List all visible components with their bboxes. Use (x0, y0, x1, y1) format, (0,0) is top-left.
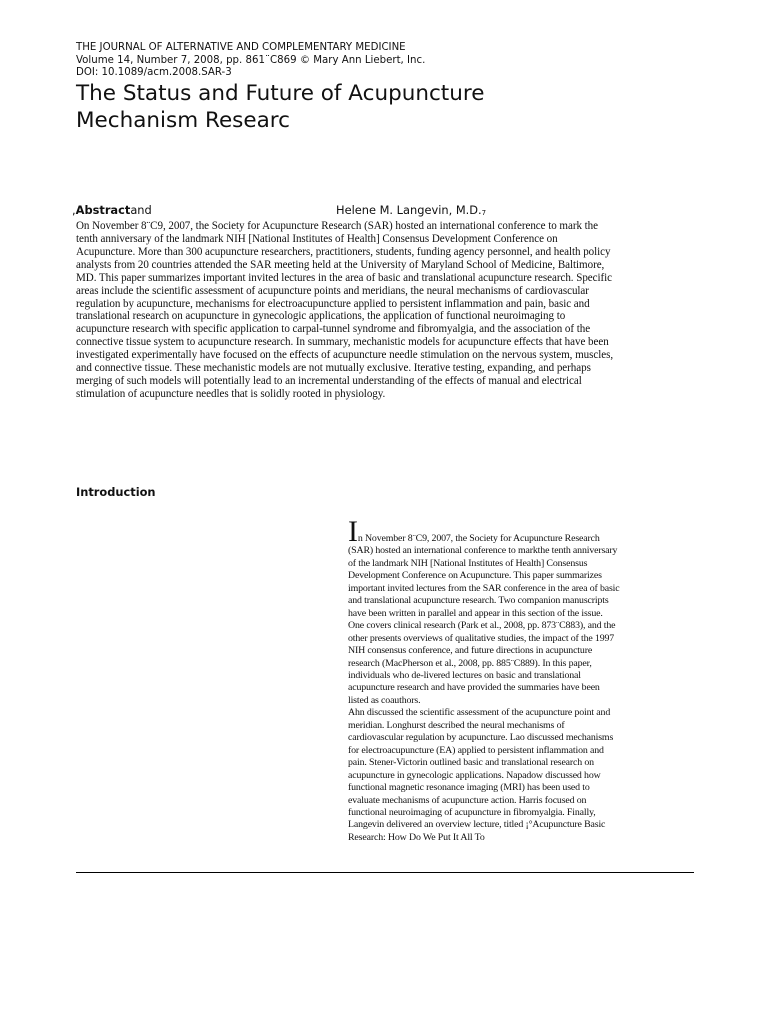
drop-cap: I (348, 515, 358, 548)
paper-title-line-2: Mechanism Researc (76, 108, 290, 133)
abstract-text: On November 8¨C9, 2007, the Society for Acupuncture Research (SAR) hosted an international conference to mark the tenth anniversary of the landmark NIH [National Institutes of Health] Consensus Development Conference on Acupuncture. More than 300 acupuncture researchers, practitioners, students, funding agency personnel, and health policy analysts from 20 countries attended the SAR meeting held at the University of Maryland School of Medicine, Baltimore, MD. This paper summarizes important invited lectures in the area of basic and translational acupuncture research. Specific areas include the scientific assessment of acupuncture points and meridians, the neural mechanisms of cardiovascular regulation by acupuncture, mechanisms for electroacupuncture applied to persistent inflammation and pain, basic and translational research on acupuncture in gynecologic applications, the application of functional neuroimaging to acupuncture research with specific application to carpal-tunnel syndrome and fibromyalgia, and the association of the connective tissue system to acupuncture research. In summary, mechanistic models for acupuncture effects that have been investigated experimentally have focused on the effects of acupuncture needle stimulation on the nervous system, muscles, and connective tissue. These mechanistic models are not mutually exclusive. Iterative testing, expanding, and perhaps merging of such models will potentially lead to an incremental understanding of the effects of manual and electrical stimulation of acupuncture needles that is solidly rooted in physiology. (76, 220, 614, 400)
horizontal-rule (76, 872, 694, 873)
paper-title (76, 80, 696, 134)
intro-paragraph-2: Ahn discussed the scientific assessment of the acupuncture point and meridian. Longhurst described the neural mechanisms of cardiovascular regulation by acupuncture. Lao discussed mechanisms for electroacupuncture (EA) applied to persistent inflammation and pain. Stener-Victorin outlined basic and translational research on acupuncture in gynecologic applications. Napadow discussed how functional magnetic resonance imaging (MRI) has been used to evaluate mechanisms of acupuncture action. Harris focused on functional neuroimaging of acupuncture in fibromyalgia. Finally, Langevin delivered an overview lecture, titled ¡°Acupuncture Basic Research: How Do We Put It All To (348, 707, 614, 843)
introduction-heading: Introduction (76, 485, 156, 499)
volume-citation: Volume 14, Number 7, 2008, pp. 861¨C869 © Mary Ann Liebert, Inc. (76, 54, 426, 66)
intro-paragraph-1 (348, 515, 620, 707)
byline (72, 202, 712, 218)
journal-header (76, 42, 696, 80)
paper-title-line-1: The Status and Future of Acupuncture (76, 81, 485, 106)
introduction-body (348, 515, 620, 844)
abstract-label: Abstract (75, 203, 131, 217)
author-name: Helene M. Langevin, M.D. (336, 203, 482, 217)
byline-and: and (130, 203, 152, 217)
author-line (336, 202, 486, 221)
journal-name: THE JOURNAL OF ALTERNATIVE AND COMPLEMENTARY MEDICINE (76, 42, 406, 53)
byline-mark: , (72, 203, 76, 217)
doi: DOI: 10.1089/acm.2008.SAR-3 (76, 67, 232, 79)
author-affiliation: 7 (481, 209, 487, 217)
intro-paragraph-1-text: n November 8¨C9, 2007, the Society for Acupuncture Research (SAR) hosted an international conference to markthe tenth anniversary of the landmark NIH [National Institutes of Health] Consensus Development Conference on Acupuncture. This paper summarizes important invited lectures from the SAR conference in the area of basic and translational acupuncture research. Two companion manuscripts have been written in parallel and appear in this section of the issue. One covers clinical research (Park et al., 2008, pp. 873¨C883), and the other presents overviews of qualitative studies, the impact of the 1997 NIH consensus conference, and future directions in acupuncture research (MacPherson et al., 2008, pp. 885¨C889). In this paper, individuals who de-livered lectures on basic and translational acupuncture research and have provided the summaries have been listed as coauthors. (348, 533, 620, 706)
